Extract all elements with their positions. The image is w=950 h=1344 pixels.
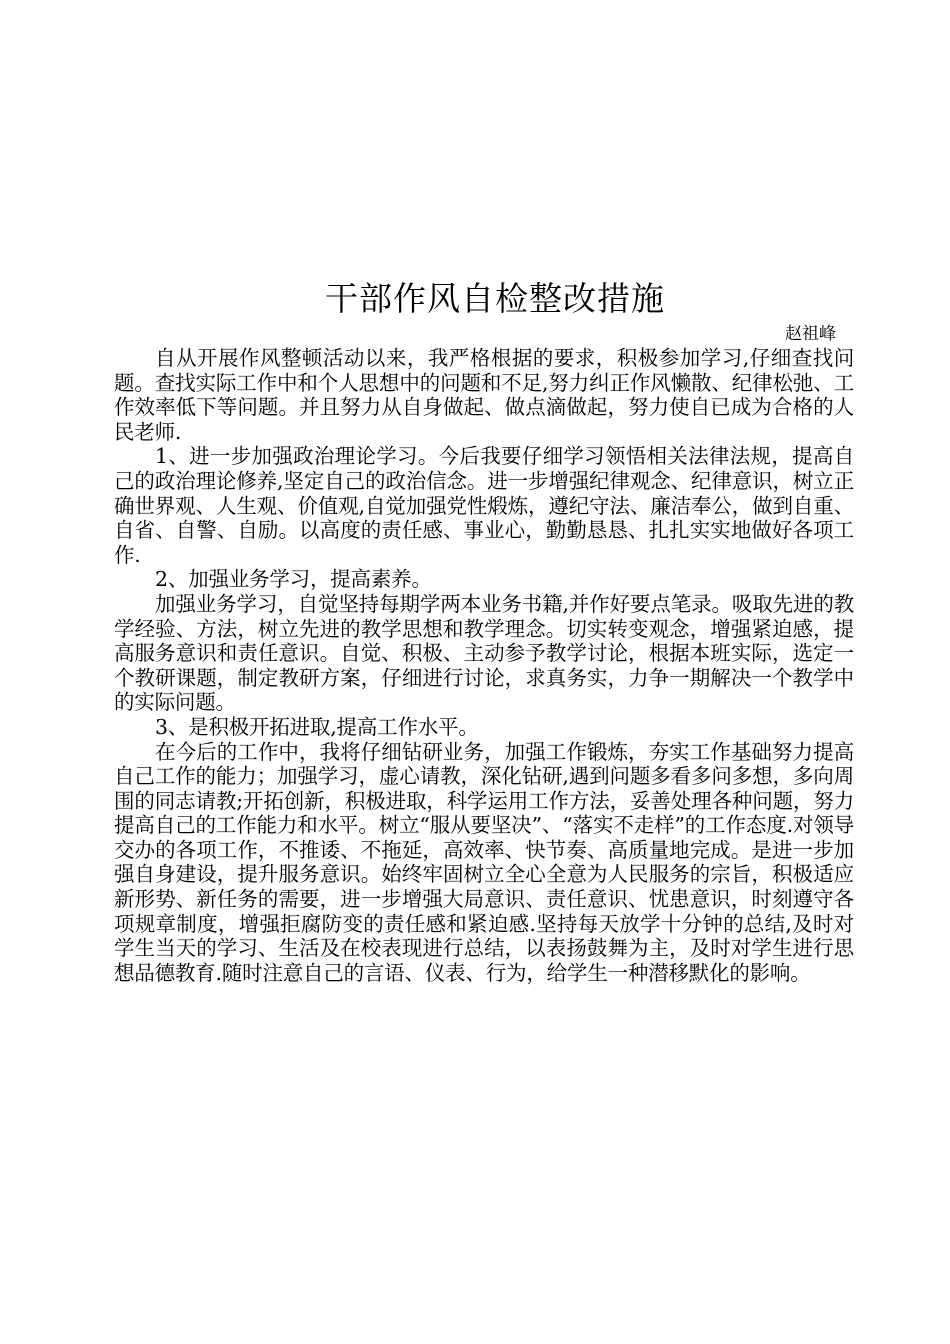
document-title: 干部作风自检整改措施 [325,279,665,318]
paragraph-intro: 自从开展作风整顿活动以来，我严格根据的要求，积极参加学习,仔细查找问题。查找实际工作中和个人思想中的问题和不足,努力纠正作风懒散、纪律松弛、工作效率低下等问题。并且努力从自身做起、做点滴做起，努力使自已成为合格的人民老师. [114,346,854,444]
paragraph-item-3-heading: 3、是积极开拓进取,提高工作水平。 [155,714,479,739]
document-body [114,346,854,985]
paragraph-item-1: 1、进一步加强政治理论学习。今后我要仔细学习领悟相关法律法规，提高自己的政治理论修养,坚定自己的政治信念。进一步增强纪律观念、纪律意识，树立正确世界观、人生观、价值观,自觉加强党性煅炼，遵纪守法、廉洁奉公，做到自重、自省、自警、自励。以高度的责任感、事业心，勤勤恳恳、扎扎实实地做好各项工作. [114,444,854,567]
paragraph-item-2-body: 加强业务学习，自觉坚持每期学两本业务书籍,并作好要点笔录。吸取先进的教学经验、方法，树立先进的教学思想和教学理念。切实转变观念，增强紧迫感，提高服务意识和责任意识。自觉、积极、主动参予教学讨论，根据本班实际，选定一个教研课题，制定教研方案，仔细进行讨论，求真务实，力争一期解决一个教学中的实际问题。 [114,591,854,715]
document-author: 赵祖峰 [785,324,836,344]
paragraph-item-2-heading: 2、加强业务学习，提高素养。 [155,567,432,592]
paragraph-item-3-body: 在今后的工作中，我将仔细钻研业务，加强工作锻炼，夯实工作基础努力提高自己工作的能力；加强学习，虚心请教，深化钻研,遇到问题多看多问多想，多向周围的同志请教;开拓创新，积极进取，科学运用工作方法，妥善处理各种问题，努力提高自己的工作能力和水平。树立“服从要坚决”、“落实不走样”的工作态度.对领导交办的各项工作，不推诿、不拖延，高效率、快节奏、高质量地完成。是进一步加强自身建设，提升服务意识。始终牢固树立全心全意为人民服务的宗旨，积极适应新形势、新任务的需要，进一步增强大局意识、责任意识、忧患意识，时刻遵守各项规章制度，增强拒腐防变的责任感和紧迫感.坚持每天放学十分钟的总结,及时对学生当天的学习、生活及在校表现进行总结，以表扬鼓舞为主，及时对学生进行思想品德教育.随时注意自己的言语、仪表、行为，给学生一种潜移默化的影响。 [114,739,854,985]
